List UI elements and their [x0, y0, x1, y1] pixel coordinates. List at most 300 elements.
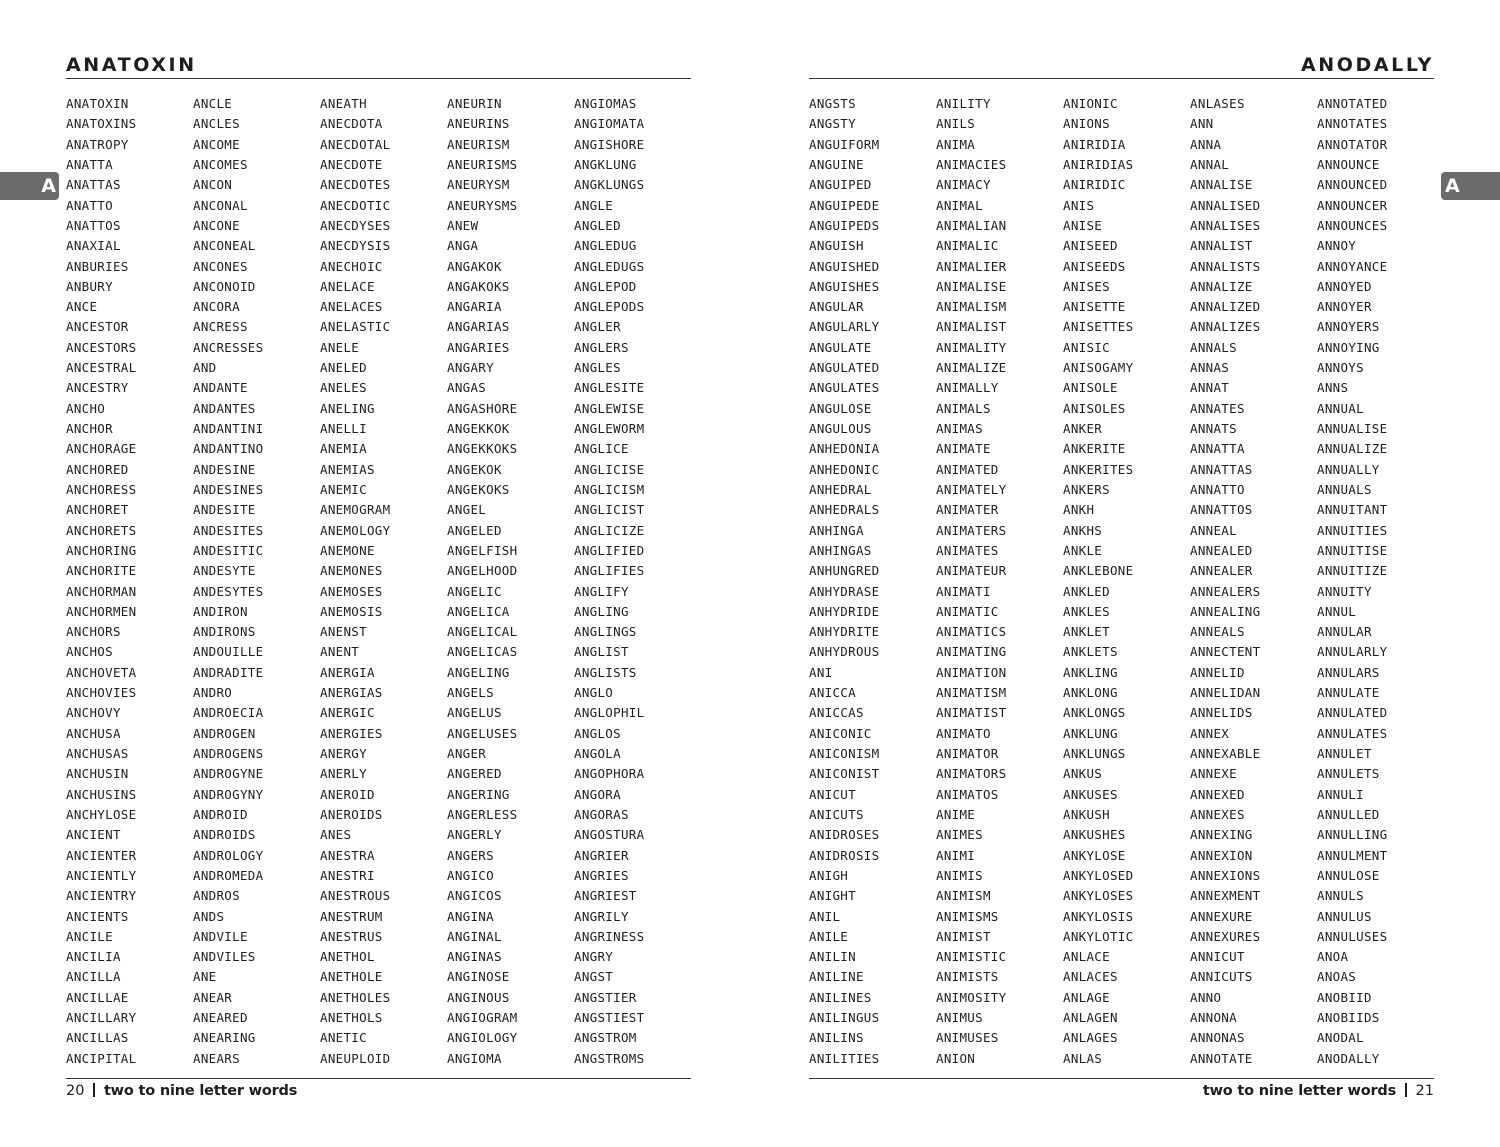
word-entry: ANNAL: [1190, 156, 1230, 172]
word-entry: ANGUIPEDE: [809, 197, 880, 213]
word-entry: ANCLE: [193, 96, 233, 111]
word-entry: ANNOTATE: [1190, 1050, 1253, 1066]
word-entry: ANHINGAS: [809, 542, 872, 558]
word-entry: ANIMATE: [936, 441, 991, 457]
word-entry: ANGUIPEDS: [809, 217, 880, 233]
word-entry: ANCHUSA: [66, 725, 121, 741]
word-entry: ANNELIDAN: [1190, 685, 1261, 701]
word-entry: ANHYDRITE: [809, 624, 880, 640]
word-entry: ANLAGEN: [1063, 1010, 1118, 1026]
word-entry: ANIMALISE: [936, 278, 1007, 294]
word-entry: ANGLOS: [574, 725, 621, 741]
word-entry: ANHEDONIC: [809, 461, 880, 477]
word-entry: ANIMAS: [936, 421, 983, 436]
word-entry: ANGLOPHIL: [574, 705, 645, 721]
word-entry: ANNEXURES: [1190, 928, 1261, 944]
word-entry: ANNALISE: [1190, 177, 1253, 193]
word-entry: ANDESITES: [193, 522, 264, 538]
word-entry: ANIMATED: [936, 461, 999, 477]
word-entry: ANNEALER: [1190, 563, 1253, 579]
word-entry: ANIME: [936, 806, 976, 822]
word-entry: ANILITIES: [809, 1050, 880, 1066]
word-entry: ANILS: [936, 116, 976, 132]
word-entry: ANISETTE: [1063, 299, 1126, 315]
word-entry: ANIMI: [936, 847, 976, 863]
word-entry: ANCIPITAL: [66, 1050, 137, 1066]
word-entry: ANGEKKOKS: [447, 441, 518, 457]
word-entry: ANGASHORE: [447, 400, 518, 416]
word-entry: ANCE: [66, 299, 98, 315]
word-entry: ANNOYANCE: [1317, 258, 1388, 274]
word-entry: ANCILLA: [66, 969, 121, 985]
word-entry: ANGLESITE: [574, 380, 645, 396]
word-entry: ANIMATO: [936, 725, 991, 741]
word-entry: ANGELS: [447, 685, 494, 701]
word-entry: ANNEALING: [1190, 603, 1261, 619]
word-entry: ANGUIPED: [809, 177, 872, 193]
word-entry: ANAXIAL: [66, 238, 121, 254]
word-entry: ANDS: [193, 908, 225, 924]
word-entry: ANCESTRAL: [66, 360, 137, 376]
word-entry: ANNULAR: [1317, 624, 1372, 640]
word-entry: ANIMATI: [936, 583, 991, 599]
word-entry: ANDIRONS: [193, 624, 256, 640]
word-entry: ANIMOSITY: [936, 989, 1007, 1005]
word-entry: ANCHUSINS: [66, 786, 137, 802]
word-entry: ANCHORESS: [66, 481, 137, 497]
word-entry: ANCESTORS: [66, 339, 137, 355]
word-entry: ANDANTES: [193, 400, 256, 416]
word-entry: ANGLERS: [574, 339, 629, 355]
word-entry: ANIMACY: [936, 177, 991, 193]
word-entry: ANESTRUS: [320, 928, 383, 944]
word-entry: ANGERS: [447, 847, 494, 863]
word-entry: ANEW: [447, 217, 479, 233]
word-entry: ANGLISTS: [574, 664, 637, 680]
footer-rule: [809, 1078, 1434, 1079]
word-entry: ANEARING: [193, 1030, 256, 1046]
word-entry: ANGELING: [447, 664, 510, 680]
word-entry: ANCHO: [66, 400, 106, 416]
word-entry: ANEURINS: [447, 116, 510, 132]
word-entry: ANGUISHES: [809, 278, 880, 294]
word-entry: ANGORA: [574, 786, 621, 802]
word-entry: ANESTRUM: [320, 908, 383, 924]
word-entry: ANLACES: [1063, 969, 1118, 985]
word-entry: ANNEX: [1190, 725, 1230, 741]
footer-separator: [1405, 1083, 1407, 1097]
word-entry: ANELACE: [320, 278, 375, 294]
word-entry: ANGICOS: [447, 888, 502, 904]
word-entry: ANEMIC: [320, 481, 367, 497]
word-entry: ANEAR: [193, 989, 233, 1005]
word-entry: ANDVILE: [193, 928, 248, 944]
word-entry: ANDROID: [193, 806, 248, 822]
word-entry: ANGIOMAS: [574, 96, 637, 111]
word-entry: ANICONIST: [809, 766, 880, 782]
word-entry: ANIMACIES: [936, 156, 1007, 172]
word-entry: ANDROECIA: [193, 705, 264, 721]
word-entry: ANNATTAS: [1190, 461, 1253, 477]
word-entry: ANGKLUNG: [574, 156, 637, 172]
word-entry: ANNATTO: [1190, 481, 1245, 497]
word-entry: ANERGIC: [320, 705, 375, 721]
word-entry: ANGARY: [447, 360, 494, 376]
header-rule: [809, 78, 1434, 79]
word-entry: ANIMUSES: [936, 1030, 999, 1046]
word-entry: ANCHORS: [66, 624, 121, 640]
word-entry: ANCHYLOSE: [66, 806, 137, 822]
word-entry: ANILINE: [809, 969, 864, 985]
word-entry: ANKYLOSES: [1063, 888, 1134, 904]
word-entry: ANGISHORE: [574, 136, 645, 152]
word-entry: ANGUIFORM: [809, 136, 880, 152]
word-entry: ANEARED: [193, 1010, 248, 1026]
word-entry: ANIMATER: [936, 502, 999, 518]
thumb-tab-letter: A: [1445, 175, 1460, 197]
word-entry: ANGRIES: [574, 867, 629, 883]
word-column: [1190, 94, 1317, 1069]
word-column: [1063, 94, 1190, 1069]
word-entry: ANNULARS: [1317, 664, 1380, 680]
word-columns: [66, 94, 691, 1074]
word-entry: ANDOUILLE: [193, 644, 264, 660]
word-entry: ANIMATING: [936, 644, 1007, 660]
word-entry: ANLAS: [1063, 1050, 1103, 1066]
word-entry: ANERLY: [320, 766, 367, 782]
word-entry: ANGELFISH: [447, 542, 518, 558]
word-entry: ANGSTY: [809, 116, 856, 132]
word-entry: ANDANTINO: [193, 441, 264, 457]
word-entry: ANDVILES: [193, 949, 256, 965]
word-entry: ANGSTIEST: [574, 1010, 645, 1026]
word-entry: ANNULMENT: [1317, 847, 1388, 863]
word-entry: ANNONA: [1190, 1010, 1237, 1026]
word-entry: ANEURISM: [447, 136, 510, 152]
word-entry: ANIMATICS: [936, 624, 1007, 640]
word-entry: ANISOLES: [1063, 400, 1126, 416]
word-entry: ANEUPLOID: [320, 1050, 391, 1066]
word-entry: ANLAGES: [1063, 1030, 1118, 1046]
word-entry: ANIMIS: [936, 867, 983, 883]
word-entry: ANELLI: [320, 421, 367, 436]
word-entry: ANCHORED: [66, 461, 129, 477]
word-entry: ANKLED: [1063, 583, 1110, 599]
word-entry: ANNONAS: [1190, 1030, 1245, 1046]
word-entry: ANCHORING: [66, 542, 137, 558]
word-entry: ANELED: [320, 360, 367, 376]
word-entry: ANIRIDIAS: [1063, 156, 1134, 172]
word-entry: ANATOXINS: [66, 116, 137, 132]
word-entry: ANEARS: [193, 1050, 240, 1066]
word-entry: ANKH: [1063, 502, 1095, 518]
footer-separator: [93, 1083, 95, 1097]
word-entry: ANCOMES: [193, 156, 248, 172]
word-entry: ANCOME: [193, 136, 240, 152]
word-entry: ANCILE: [66, 928, 113, 944]
word-entry: ANIDROSES: [809, 827, 880, 843]
word-entry: ANCHORITE: [66, 563, 137, 579]
word-entry: ANCILLAS: [66, 1030, 129, 1046]
word-entry: ANCORA: [193, 299, 240, 315]
word-entry: ANIMISM: [936, 888, 991, 904]
word-entry: ANIMISTIC: [936, 949, 1007, 965]
word-entry: ANGEKOKS: [447, 481, 510, 497]
word-entry: ANGINA: [447, 908, 494, 924]
word-entry: ANISEEDS: [1063, 258, 1126, 274]
page-footer: [1203, 1081, 1434, 1101]
word-entry: ANNULLING: [1317, 827, 1388, 843]
word-entry: ANECDOTAL: [320, 136, 391, 152]
word-entry: ANNECTENT: [1190, 644, 1261, 660]
word-entry: ANDESINE: [193, 461, 256, 477]
word-entry: ANKUS: [1063, 766, 1103, 782]
word-entry: ANCIENTER: [66, 847, 137, 863]
word-entry: ANEROID: [320, 786, 375, 802]
word-entry: ANODALLY: [1317, 1050, 1380, 1066]
word-entry: ANGLICIST: [574, 502, 645, 518]
word-entry: ANKLONG: [1063, 685, 1118, 701]
word-entry: ANNUITIES: [1317, 522, 1388, 538]
word-column: [66, 94, 193, 1069]
word-entry: ANNULLED: [1317, 806, 1380, 822]
word-entry: ANKLES: [1063, 603, 1110, 619]
word-entry: ANELE: [320, 339, 360, 355]
word-entry: ANKUSH: [1063, 806, 1110, 822]
word-entry: ANNOYERS: [1317, 319, 1380, 335]
word-entry: ANATTO: [66, 197, 113, 213]
word-entry: ANDROGEN: [193, 725, 256, 741]
word-entry: ANCHUSIN: [66, 766, 129, 782]
word-entry: ANIONIC: [1063, 96, 1118, 111]
word-entry: ANNALIST: [1190, 238, 1253, 254]
word-entry: ANCONEAL: [193, 238, 256, 254]
word-entry: ANIMIST: [936, 928, 991, 944]
word-entry: ANETHOLS: [320, 1010, 383, 1026]
word-entry: ANGELIC: [447, 583, 502, 599]
word-entry: ANDRADITE: [193, 664, 264, 680]
running-header-word: ANODALLY: [1300, 54, 1434, 76]
word-entry: ANGIOMA: [447, 1050, 502, 1066]
word-entry: ANIL: [809, 908, 841, 924]
word-entry: ANCIENTRY: [66, 888, 137, 904]
word-entry: ANHEDONIA: [809, 441, 880, 457]
word-entry: ANCILLARY: [66, 1010, 137, 1026]
word-entry: ANHYDRASE: [809, 583, 880, 599]
word-entry: ANGSTROMS: [574, 1050, 645, 1066]
word-entry: ANIMATION: [936, 664, 1007, 680]
word-entry: ANKYLOSE: [1063, 847, 1126, 863]
thumb-tab-letter: A: [41, 175, 56, 197]
word-entry: ANKER: [1063, 421, 1103, 436]
word-entry: ANETHOLE: [320, 969, 383, 985]
word-entry: ANNEXED: [1190, 786, 1245, 802]
word-entry: ANDANTE: [193, 380, 248, 396]
word-entry: ANGLEWORM: [574, 421, 645, 436]
word-entry: ANIMALITY: [936, 339, 1007, 355]
word-entry: ANE: [193, 969, 217, 985]
word-entry: ANNULS: [1317, 888, 1364, 904]
word-entry: ANGELICAL: [447, 624, 518, 640]
word-entry: ANETHOLES: [320, 989, 391, 1005]
word-entry: ANISEED: [1063, 238, 1118, 254]
word-entry: ANGLICISM: [574, 481, 645, 497]
word-entry: ANKHS: [1063, 522, 1103, 538]
word-entry: ANGRIER: [574, 847, 629, 863]
word-entry: ANKLE: [1063, 542, 1103, 558]
word-entry: ANNEXION: [1190, 847, 1253, 863]
word-entry: ANGULATED: [809, 360, 880, 376]
word-entry: ANGERED: [447, 766, 502, 782]
word-entry: ANGKLUNGS: [574, 177, 645, 193]
word-entry: ANHYDROUS: [809, 644, 880, 660]
word-entry: ANICUTS: [809, 806, 864, 822]
word-entry: ANNEALED: [1190, 542, 1253, 558]
word-entry: ANNEAL: [1190, 522, 1237, 538]
word-entry: ANNAS: [1190, 360, 1230, 376]
word-entry: ANATTOS: [66, 217, 121, 233]
word-entry: ANNALS: [1190, 339, 1237, 355]
word-entry: ANDROIDS: [193, 827, 256, 843]
word-entry: ANNULETS: [1317, 766, 1380, 782]
word-entry: ANGERING: [447, 786, 510, 802]
word-entry: ANGSTS: [809, 96, 856, 111]
word-entry: ANNOUNCES: [1317, 217, 1388, 233]
word-entry: ANECDOTA: [320, 116, 383, 132]
word-entry: ANECDOTE: [320, 156, 383, 172]
word-entry: ANHUNGRED: [809, 563, 880, 579]
word-entry: ANKERITES: [1063, 461, 1134, 477]
word-entry: ANIONS: [1063, 116, 1110, 132]
word-entry: ANIRIDIA: [1063, 136, 1126, 152]
word-entry: ANEURYSM: [447, 177, 510, 193]
word-entry: ANDANTINI: [193, 421, 264, 436]
word-entry: ANOA: [1317, 949, 1349, 965]
word-entry: ANNULATES: [1317, 725, 1388, 741]
word-entry: ANIMALIAN: [936, 217, 1007, 233]
word-entry: ANCONOID: [193, 278, 256, 294]
word-entry: ANNULATED: [1317, 705, 1388, 721]
word-entry: ANEATH: [320, 96, 367, 111]
word-entry: ANNELID: [1190, 664, 1245, 680]
word-entry: ANCIENTLY: [66, 867, 137, 883]
word-entry: ANGLE: [574, 197, 614, 213]
word-entry: ANGELICAS: [447, 644, 518, 660]
word-entry: ANNATTA: [1190, 441, 1245, 457]
word-entry: ANNOTATOR: [1317, 136, 1388, 152]
word-entry: ANGELUS: [447, 705, 502, 721]
word-entry: ANEROIDS: [320, 806, 383, 822]
word-entry: ANGELED: [447, 522, 502, 538]
word-entry: ANNULET: [1317, 746, 1372, 761]
word-entry: ANNEALERS: [1190, 583, 1261, 599]
word-entry: ANELES: [320, 380, 367, 396]
word-entry: ANEMONES: [320, 563, 383, 579]
word-entry: ANIMISMS: [936, 908, 999, 924]
word-entry: ANNO: [1190, 989, 1222, 1005]
word-entry: ANNAT: [1190, 380, 1230, 396]
word-entry: ANHEDRAL: [809, 481, 872, 497]
word-entry: ANECDOTES: [320, 177, 391, 193]
word-entry: ANKLING: [1063, 664, 1118, 680]
word-entry: ANN: [1190, 116, 1214, 132]
word-entry: ANNALISES: [1190, 217, 1261, 233]
word-entry: ANDESITE: [193, 502, 256, 518]
word-entry: ANDESYTES: [193, 583, 264, 599]
word-entry: ANNEALS: [1190, 624, 1245, 640]
word-entry: ANKYLOTIC: [1063, 928, 1134, 944]
word-entry: ANISOGAMY: [1063, 360, 1134, 376]
word-entry: ANNOUNCE: [1317, 156, 1380, 172]
word-entry: ANION: [936, 1050, 976, 1066]
word-entry: ANKUSES: [1063, 786, 1118, 802]
word-entry: ANENST: [320, 624, 367, 640]
word-entry: ANIMALIST: [936, 319, 1007, 335]
word-entry: ANNULI: [1317, 786, 1364, 802]
word-entry: ANGLIFIED: [574, 542, 645, 558]
word-entry: ANNOYING: [1317, 339, 1380, 355]
word-entry: ANGLES: [574, 360, 621, 376]
word-entry: ANNELIDS: [1190, 705, 1253, 721]
word-entry: ANGOSTURA: [574, 827, 645, 843]
page-number: 20: [66, 1083, 85, 1099]
word-entry: ANKYLOSED: [1063, 867, 1134, 883]
word-entry: ANGSTIER: [574, 989, 637, 1005]
word-entry: ANGOPHORA: [574, 766, 645, 782]
word-entry: ANCESTOR: [66, 319, 129, 335]
word-entry: ANIMATEUR: [936, 563, 1007, 579]
word-entry: ANGARIA: [447, 299, 502, 315]
word-entry: ANCONES: [193, 258, 248, 274]
thumb-tab-left: [0, 172, 59, 200]
word-entry: ANNALIZE: [1190, 278, 1253, 294]
word-entry: ANESTRI: [320, 867, 375, 883]
word-entry: ANCHOVIES: [66, 685, 137, 701]
word-entry: ANILIN: [809, 949, 856, 965]
word-column: [447, 94, 574, 1069]
word-entry: ANGRILY: [574, 908, 629, 924]
word-entry: ANGEKOK: [447, 461, 502, 477]
section-label: two to nine letter words: [1202, 1083, 1397, 1099]
word-entry: ANDROGYNY: [193, 786, 264, 802]
word-entry: ANATTAS: [66, 177, 121, 193]
word-entry: ANEMIA: [320, 441, 367, 457]
word-entry: ANICCAS: [809, 705, 864, 721]
word-entry: ANNUITANT: [1317, 502, 1388, 518]
word-entry: ANEMOSES: [320, 583, 383, 599]
word-entry: ANNUITY: [1317, 583, 1372, 599]
word-entry: ANECHOIC: [320, 258, 383, 274]
word-entry: ANCRESSES: [193, 339, 264, 355]
word-entry: ANCHORMEN: [66, 603, 137, 619]
word-entry: ANGORAS: [574, 806, 629, 822]
word-entry: ANESTRA: [320, 847, 375, 863]
word-entry: ANIMALISM: [936, 299, 1007, 315]
word-entry: AND: [193, 360, 217, 376]
word-entry: ANDESYTE: [193, 563, 256, 579]
word-entry: ANILINS: [809, 1030, 864, 1046]
word-entry: ANIMALLY: [936, 380, 999, 396]
word-entry: ANLASES: [1190, 96, 1245, 111]
word-entry: ANGRIEST: [574, 888, 637, 904]
word-entry: ANCHOVETA: [66, 664, 137, 680]
word-entry: ANIMALIZE: [936, 360, 1007, 376]
word-entry: ANKERITE: [1063, 441, 1126, 457]
word-entry: ANDESITIC: [193, 542, 264, 558]
word-entry: ANGARIAS: [447, 319, 510, 335]
word-entry: ANCIENTS: [66, 908, 129, 924]
word-entry: ANILINES: [809, 989, 872, 1005]
